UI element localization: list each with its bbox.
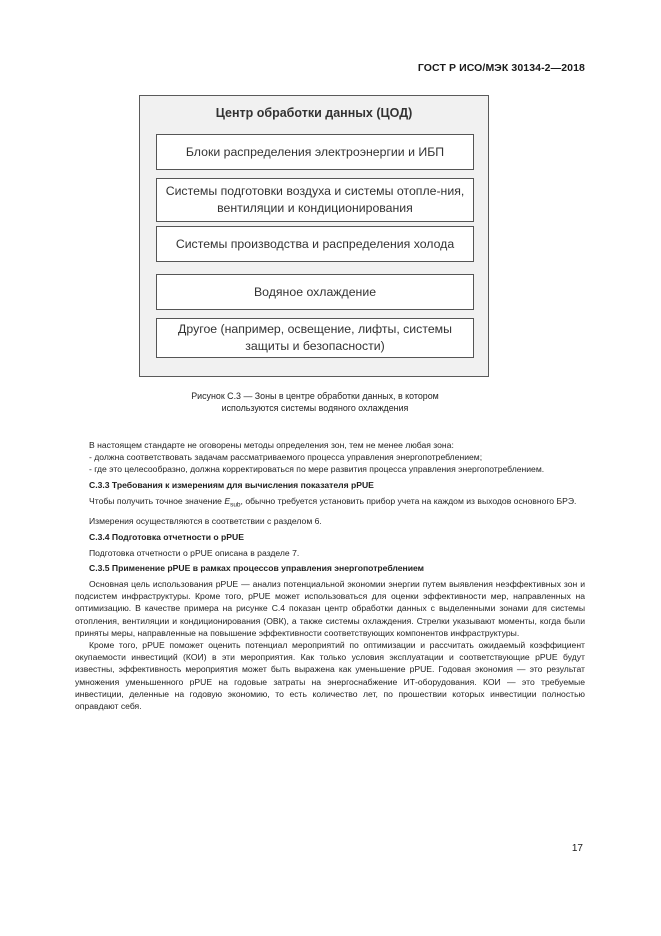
document-header: ГОСТ Р ИСО/МЭК 30134-2—2018 xyxy=(417,62,585,74)
zone-power-distribution: Блоки распределения электроэнергии и ИБП xyxy=(156,134,474,170)
section-heading-c35: С.3.5 Применение pPUE в рамках процессов управления энергопотреблением xyxy=(89,563,425,574)
section-heading-c33: С.3.3 Требования к измерениям для вычисления показателя pPUE xyxy=(89,480,374,491)
zone-water-cooling: Водяное охлаждение xyxy=(156,274,474,310)
text-run: , обычно требуется установить прибор учета на каждом из выходов основного БРЭ. xyxy=(240,495,577,506)
bullet-item: - где это целесообразно, должна корректироваться по мере развития процесса управления энергопотреблением. xyxy=(89,464,545,475)
text-run: Чтобы получить точное значение xyxy=(89,495,225,506)
paragraph-c33-2: Измерения осуществляются в соответствии с разделом 6. xyxy=(89,516,322,527)
variable-subscript: sub xyxy=(230,501,241,509)
paragraph-c35-1: Основная цель использования pPUE — анализ потенциальной экономии энергии путем выявления неэффективных зон и подсистем инфраструктуры. Кроме того, pPUE может использоваться для оценки эффективности мер, направленных на оптимизацию. В качестве примера на рисунке С.4 показан центр обработки данных с выделенными зонами для системы отопления, вентиляции и кондиционирования (ОВК), а также системы охлаждения. Стрелки указывают моменты, когда были приняты меры, направленные на повышение эффективности соответствующих компонентов инфраструктуры. xyxy=(75,579,585,638)
section-heading-c34: С.3.4 Подготовка отчетности о pPUE xyxy=(89,531,244,542)
diagram-title: Центр обработки данных (ЦОД) xyxy=(215,106,413,120)
zone-chilled-water: Системы производства и распределения холода xyxy=(156,226,474,262)
figure-caption xyxy=(150,390,480,414)
body-text xyxy=(75,439,585,712)
paragraph-c33-1 xyxy=(75,495,585,512)
figure-diagram xyxy=(139,95,489,377)
caption-line-1: Рисунок С.3 — Зоны в центре обработки данных, в котором xyxy=(191,391,439,401)
zone-hvac: Системы подготовки воздуха и системы отопле-ния, вентиляции и кондиционирования xyxy=(156,178,474,222)
caption-line-2: используются системы водяного охлаждения xyxy=(221,403,409,413)
intro-paragraph: В настоящем стандарте не оговорены методы определения зон, тем не менее любая зона: xyxy=(89,440,454,450)
zone-other: Другое (например, освещение, лифты, системы защиты и безопасности) xyxy=(156,318,474,358)
variable-e: E xyxy=(224,495,231,506)
bullet-item: - должна соответствовать задачам рассматриваемого процесса управления энергопотреблением; xyxy=(89,452,483,463)
page-number: 17 xyxy=(571,843,583,854)
paragraph-c34-1: Подготовка отчетности о pPUE описана в разделе 7. xyxy=(89,547,300,558)
paragraph-c35-2: Кроме того, pPUE поможет оценить потенциал мероприятий по оптимизации и рассчитать ожидаемый коэффициент окупаемости инвестиций (КОИ) в эти мероприятия. Как только условия эксплуатации и соответствующие pPUE будут известны, эффективность мероприятия может быть выражена как уменьшение pPUE. Годовая экономия — это результат умножения уменьшенного pPUE на годовые затраты на энергоснабжение ИТ-оборудования. КОИ — это требуемые инвестиции, деленные на годовую экономию, то есть количество лет, по прошествии которых инвестиции полностью оправдают себя. xyxy=(75,640,585,712)
